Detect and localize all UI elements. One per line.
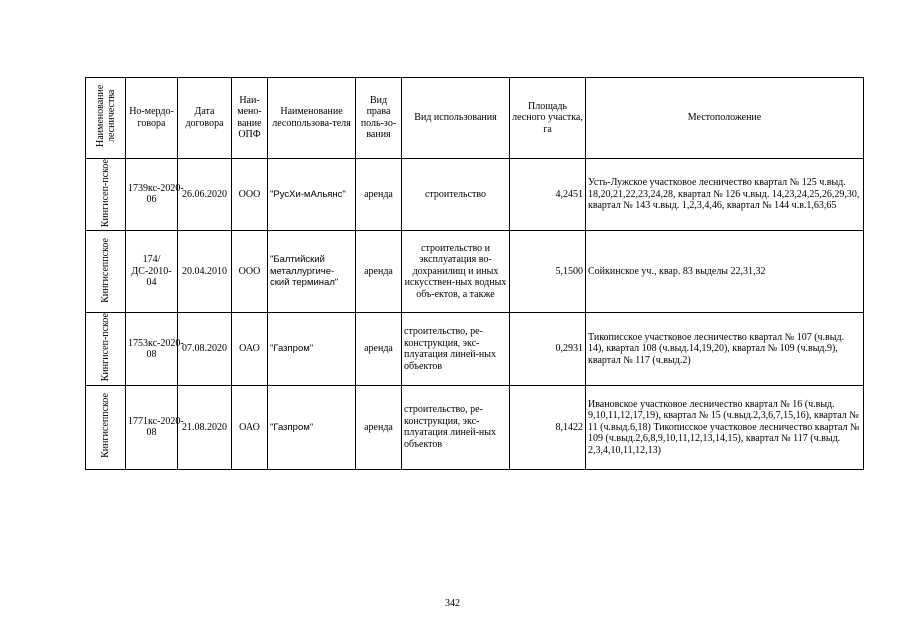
cell-forestry-label: Кингисеппское bbox=[100, 393, 111, 459]
cell-contract-no: 1753кс-2020-08 bbox=[126, 313, 178, 386]
cell-contract-no: 1771кс-2020-08 bbox=[126, 385, 178, 469]
cell-date: 21.08.2020 bbox=[178, 385, 232, 469]
table-row bbox=[86, 158, 864, 231]
cell-use: строительство, ре-конструкция, экс-плуатация линей-ных объектов bbox=[402, 385, 510, 469]
cell-user: "Газпром" bbox=[268, 313, 356, 386]
cell-opf: ООО bbox=[232, 231, 268, 313]
cell-area: 8,1422 bbox=[510, 385, 586, 469]
header-right: Вид права поль-зо-вания bbox=[356, 78, 402, 159]
cell-user: "РусХи-мАльянс" bbox=[268, 158, 356, 231]
cell-opf: ООО bbox=[232, 158, 268, 231]
cell-forestry-label: Кингисеп-пское bbox=[100, 158, 111, 227]
cell-area: 0,2931 bbox=[510, 313, 586, 386]
header-opf: Наи-мено-вание ОПФ bbox=[232, 78, 268, 159]
cell-right: аренда bbox=[356, 158, 402, 231]
cell-opf: ОАО bbox=[232, 385, 268, 469]
header-forestry bbox=[86, 78, 126, 159]
cell-forestry bbox=[86, 385, 126, 469]
cell-user: "Газпром" bbox=[268, 385, 356, 469]
cell-date: 26.06.2020 bbox=[178, 158, 232, 231]
page-number: 342 bbox=[445, 598, 460, 609]
cell-area: 4,2451 bbox=[510, 158, 586, 231]
table-row bbox=[86, 385, 864, 469]
cell-location: Усть-Лужское участковое лесничество квартал № 125 ч.выд. 18,20,21,22,23,24,28, квартал № 126 ч.выд. 14,23,24,25,26,29,30, квартал № 143 ч.выд. 1,2,3,4,46, квартал № 144 ч.в.1,63,65 bbox=[586, 158, 864, 231]
cell-forestry-label: Кингисеп-пское bbox=[100, 313, 111, 382]
cell-right: аренда bbox=[356, 313, 402, 386]
cell-use: строительство bbox=[402, 158, 510, 231]
lease-table bbox=[85, 77, 864, 470]
cell-right: аренда bbox=[356, 231, 402, 313]
cell-forestry bbox=[86, 231, 126, 313]
header-row bbox=[86, 78, 864, 159]
cell-date: 07.08.2020 bbox=[178, 313, 232, 386]
cell-right: аренда bbox=[356, 385, 402, 469]
cell-location: Тикописское участковое лесничество квартал № 107 (ч.выд. 14), квартал 108 (ч.выд.14,19,20), квартал № 109 (ч.выд.9), квартал № 117 (ч.выд.2) bbox=[586, 313, 864, 386]
table-row bbox=[86, 313, 864, 386]
cell-forestry bbox=[86, 313, 126, 386]
cell-date: 20.04.2010 bbox=[178, 231, 232, 313]
header-date: Дата договора bbox=[178, 78, 232, 159]
header-forestry-label: Наименование лесничества bbox=[94, 84, 117, 148]
cell-location: Ивановское участковое лесничество квартал № 16 (ч.выд. 9,10,11,12,17,19), квартал № 15 (ч.выд.2,3,6,7,15,16), квартал № 11 (ч.выд.6,18) Тикописское участковое лесничество квартал № 109 (ч.выд.2,6,8,9,10,11,12,13,14,15), квартал № 117 (ч.выд. 2,3,4,10,11,12,13) bbox=[586, 385, 864, 469]
header-location: Местоположение bbox=[586, 78, 864, 159]
cell-user: "Балтийский металлургиче-ский терминал" bbox=[268, 231, 356, 313]
header-user: Наименование лесопользова-теля bbox=[268, 78, 356, 159]
cell-area: 5,1500 bbox=[510, 231, 586, 313]
header-area: Площадь лесного участка, га bbox=[510, 78, 586, 159]
cell-opf: ОАО bbox=[232, 313, 268, 386]
header-use: Вид использования bbox=[402, 78, 510, 159]
cell-forestry-label: Кингисеппское bbox=[100, 237, 111, 303]
cell-forestry bbox=[86, 158, 126, 231]
table-row bbox=[86, 231, 864, 313]
cell-location: Сойкинское уч., квар. 83 выделы 22,31,32 bbox=[586, 231, 864, 313]
cell-contract-no: 174/ДС-2010-04 bbox=[126, 231, 178, 313]
cell-contract-no: 1739кс-2020-06 bbox=[126, 158, 178, 231]
cell-use: строительство и эксплуатация во-дохранилищ и иных искусствен-ных водных объ-ектов, а также bbox=[402, 231, 510, 313]
cell-use: строительство, ре-конструкция, экс-плуатация линей-ных объектов bbox=[402, 313, 510, 386]
header-contract-no: Но-мердо-говора bbox=[126, 78, 178, 159]
